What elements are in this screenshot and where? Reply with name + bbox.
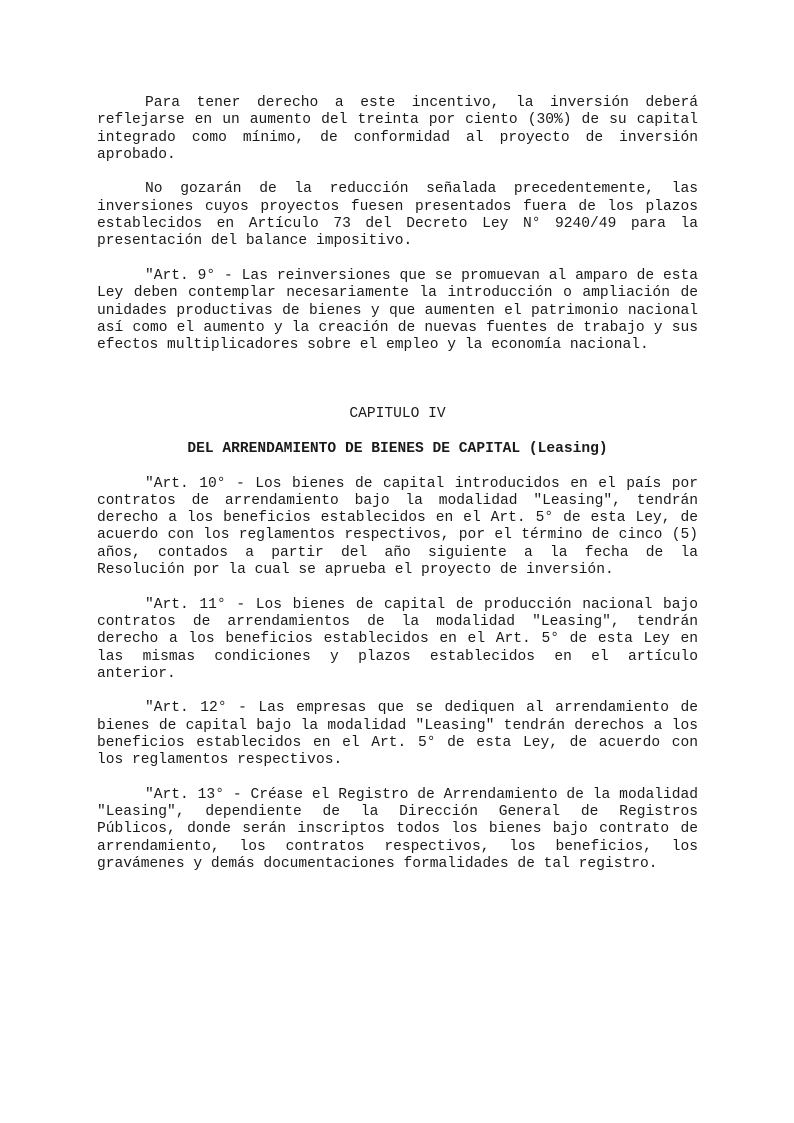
paragraph-incentive-requirement: Para tener derecho a este incentivo, la inversión deberá reflejarse en un aumento del treinta por ciento (30%) de su capital integrado como mínimo, de conformidad al proyecto de inversión aprobado.: [97, 95, 698, 163]
paragraph-article-12: "Art. 12° - Las empresas que se dediquen al arrendamiento de bienes de capital bajo la modalidad "Leasing" tendrán derechos a los beneficios establecidos en el Art. 5° de esta Ley, de acuerdo con los reglamentos respectivos.: [97, 700, 698, 769]
paragraph-article-9: "Art. 9° - Las reinversiones que se promuevan al amparo de esta Ley deben contemplar necesariamente la introducción o ampliación de unidades productivas de bienes y que aumenten el patrimonio nacional así como el aumento y la creación de nuevas fuentes de trabajo y sus efectos multiplicadores sobre el empleo y la economía nacional.: [97, 267, 698, 354]
chapter-title: DEL ARRENDAMIENTO DE BIENES DE CAPITAL (Leasing): [187, 440, 608, 457]
paragraph-article-13: "Art. 13° - Créase el Registro de Arrendamiento de la modalidad "Leasing", dependiente de la Dirección General de Registros Públicos, donde serán inscriptos todos los bienes bajo contrato de arrendamiento, los contratos respectivos, los beneficios, los gravámenes y demás documentaciones formalidades de tal registro.: [97, 786, 698, 873]
paragraph-reduction-exclusion: No gozarán de la reducción señalada precedentemente, las inversiones cuyos proyectos fuesen presentados fuera de los plazos establecidos en Artículo 73 del Decreto Ley N° 9240/49 para la presentación del balance impositivo.: [97, 181, 698, 250]
paragraph-article-10: "Art. 10° - Los bienes de capital introducidos en el país por contratos de arrendamiento bajo la modalidad "Leasing", tendrán derecho a los beneficios establecidos en el Art. 5° de esta Ley, de acuerdo con los reglamentos respectivos, por el término de cinco (5) años, contados a partir del año siguiente a la fecha de la Resolución por la cual se aprueba el proyecto de inversión.: [97, 475, 698, 579]
chapter-label: CAPITULO IV: [349, 406, 446, 423]
document-page: [97, 95, 698, 891]
section-spacer: [97, 372, 698, 407]
paragraph-article-11: "Art. 11° - Los bienes de capital de producción nacional bajo contratos de arrendamientos de la modalidad "Leasing", tendrán derecho a los beneficios establecidos en el Art. 5° de esta Ley en las mismas condiciones y plazos establecidos en el artículo anterior.: [97, 596, 698, 682]
